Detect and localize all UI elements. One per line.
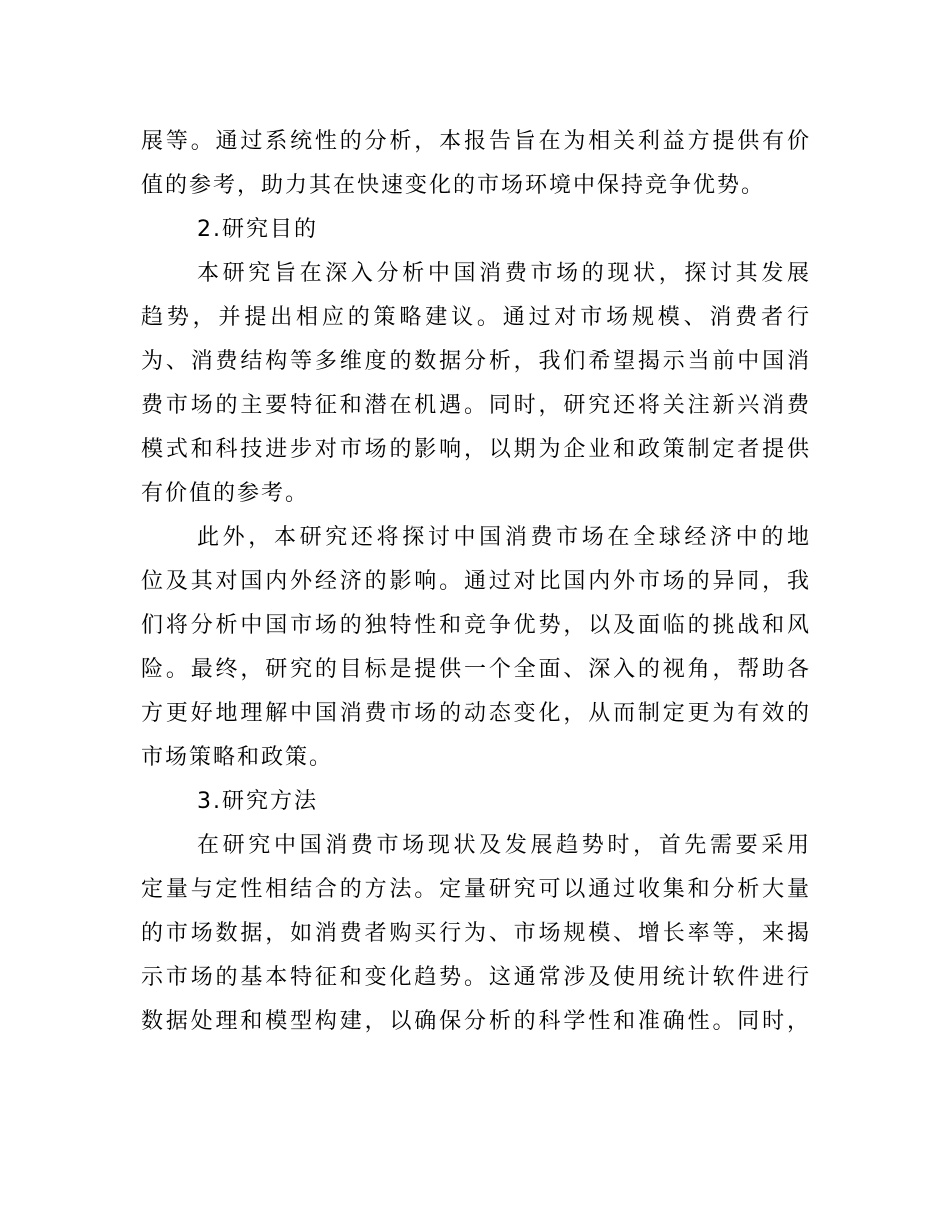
body-text-line: 此外，本研究还将探讨中国消费市场在全球经济中的地: [197, 525, 811, 550]
body-text-line: 为、消费结构等多维度的数据分析，我们希望揭示当前中国消: [141, 349, 811, 374]
body-text-line: 模式和科技进步对市场的影响，以期为企业和政策制定者提供: [141, 437, 811, 462]
body-text-line: 费市场的主要特征和潜在机遇。同时，研究还将关注新兴消费: [141, 393, 811, 418]
body-text-line: 值的参考，助力其在快速变化的市场环境中保持竞争优势。: [141, 173, 766, 198]
document-page: [141, 120, 811, 1044]
body-text-line: 数据处理和模型构建，以确保分析的科学性和准确性。同时，: [141, 1009, 811, 1034]
body-text-line: 市场策略和政策。: [141, 745, 334, 770]
body-text-line: 险。最终，研究的目标是提供一个全面、深入的视角，帮助各: [141, 657, 811, 682]
body-text-line: 有价值的参考。: [141, 481, 310, 506]
body-text-line: 展等。通过系统性的分析，本报告旨在为相关利益方提供有价: [141, 129, 811, 154]
body-text-line: 定量与定性相结合的方法。定量研究可以通过收集和分析大量: [141, 877, 811, 902]
body-text-line: 们将分析中国市场的独特性和竞争优势，以及面临的挑战和风: [141, 613, 811, 638]
body-text-line: 的市场数据，如消费者购买行为、市场规模、增长率等，来揭: [141, 921, 811, 946]
section-heading-research-method: 3.研究方法: [197, 789, 318, 814]
body-text-line: 在研究中国消费市场现状及发展趋势时，首先需要采用: [197, 833, 811, 858]
body-text-line: 方更好地理解中国消费市场的动态变化，从而制定更为有效的: [141, 701, 811, 726]
body-text-line: 位及其对国内外经济的影响。通过对比国内外市场的异同，我: [141, 569, 811, 594]
body-text-line: 示市场的基本特征和变化趋势。这通常涉及使用统计软件进行: [141, 965, 811, 990]
body-text-line: 趋势，并提出相应的策略建议。通过对市场规模、消费者行: [141, 305, 811, 330]
body-text-line: 本研究旨在深入分析中国消费市场的现状，探讨其发展: [197, 261, 811, 286]
section-heading-research-purpose: 2.研究目的: [197, 217, 318, 242]
